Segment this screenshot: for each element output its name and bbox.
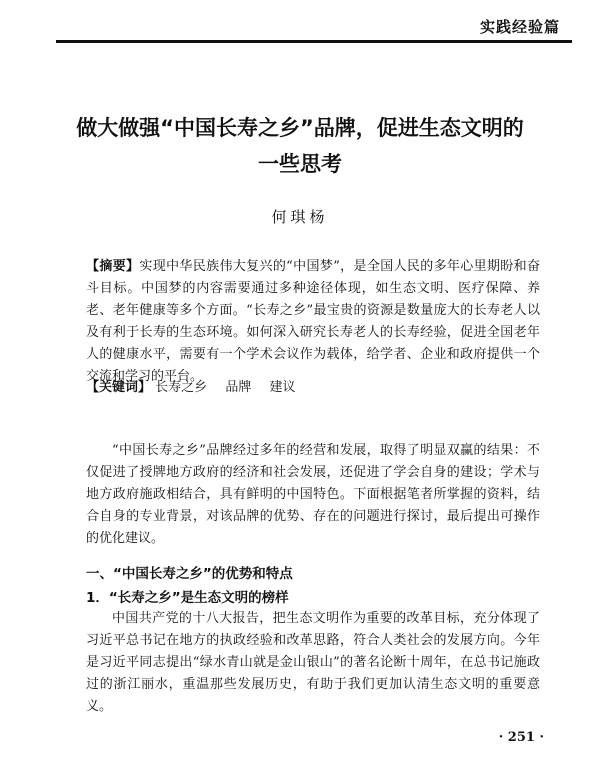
- article-title: [60, 110, 540, 182]
- section-heading: 一、“中国长寿之乡”的优势和特点: [86, 566, 293, 582]
- keyword-item: 建议: [269, 380, 296, 395]
- page-number: · 251 ·: [498, 730, 544, 745]
- title-line-1: 做大做强“中国长寿之乡”品牌，促进生态文明的: [76, 116, 524, 140]
- subsection-body: [86, 608, 540, 718]
- keywords-tag: 【关键词】: [86, 380, 152, 395]
- keywords: [86, 377, 540, 399]
- abstract-tag: 【摘要】: [86, 259, 140, 274]
- subsection-heading: 1．“长寿之乡”是生态文明的榜样: [86, 590, 289, 606]
- keyword-item: 品牌: [225, 380, 252, 395]
- section-label: 实践经验篇: [479, 18, 560, 36]
- header-rule: [56, 40, 572, 43]
- abstract-text: 实现中华民族伟大复兴的“中国梦”，是全国人民的多年心里期盼和奋斗目标。中国梦的内容需要通过多种途径体现，如生态文明、医疗保障、养老、老年健康等多个方面。“长寿之乡”最宝贵的资源是数量庞大的长寿老人以及有利于长寿的生态环境。如何深入研究长寿老人的长寿经验，促进全国老年人的健康水平，需要有一个学术会议作为载体，给学者、企业和政府提供一个交流和学习的平台。: [86, 259, 540, 384]
- abstract: [86, 256, 540, 388]
- intro-paragraph: “中国长寿之乡”品牌经过多年的经营和发展，取得了明显双赢的结果：不仅促进了授牌地方政府的经济和社会发展，还促进了学会自身的建设；学术与地方政府施政相结合，具有鲜明的中国特色。下面根据笔者所掌握的资料，结合自身的专业背景，对该品牌的优势、存在的问题进行探讨，最后提出可操作的优化建议。: [86, 443, 540, 546]
- author-name: 何琪杨: [271, 208, 329, 226]
- subsection-paragraph: 中国共产党的十八大报告，把生态文明作为重要的改革目标，充分体现了习近平总书记在地方的执政经验和改革思路，符合人类社会的发展方向。今年是习近平同志提出“绿水青山就是金山银山”的著名论断十周年，在总书记施政过的浙江丽水，重温那些发展历史，有助于我们更加认清生态文明的重要意义。: [86, 611, 540, 714]
- keyword-item: 长寿之乡: [155, 380, 208, 395]
- title-line-2: 一些思考: [258, 152, 342, 176]
- intro-section: [86, 440, 540, 550]
